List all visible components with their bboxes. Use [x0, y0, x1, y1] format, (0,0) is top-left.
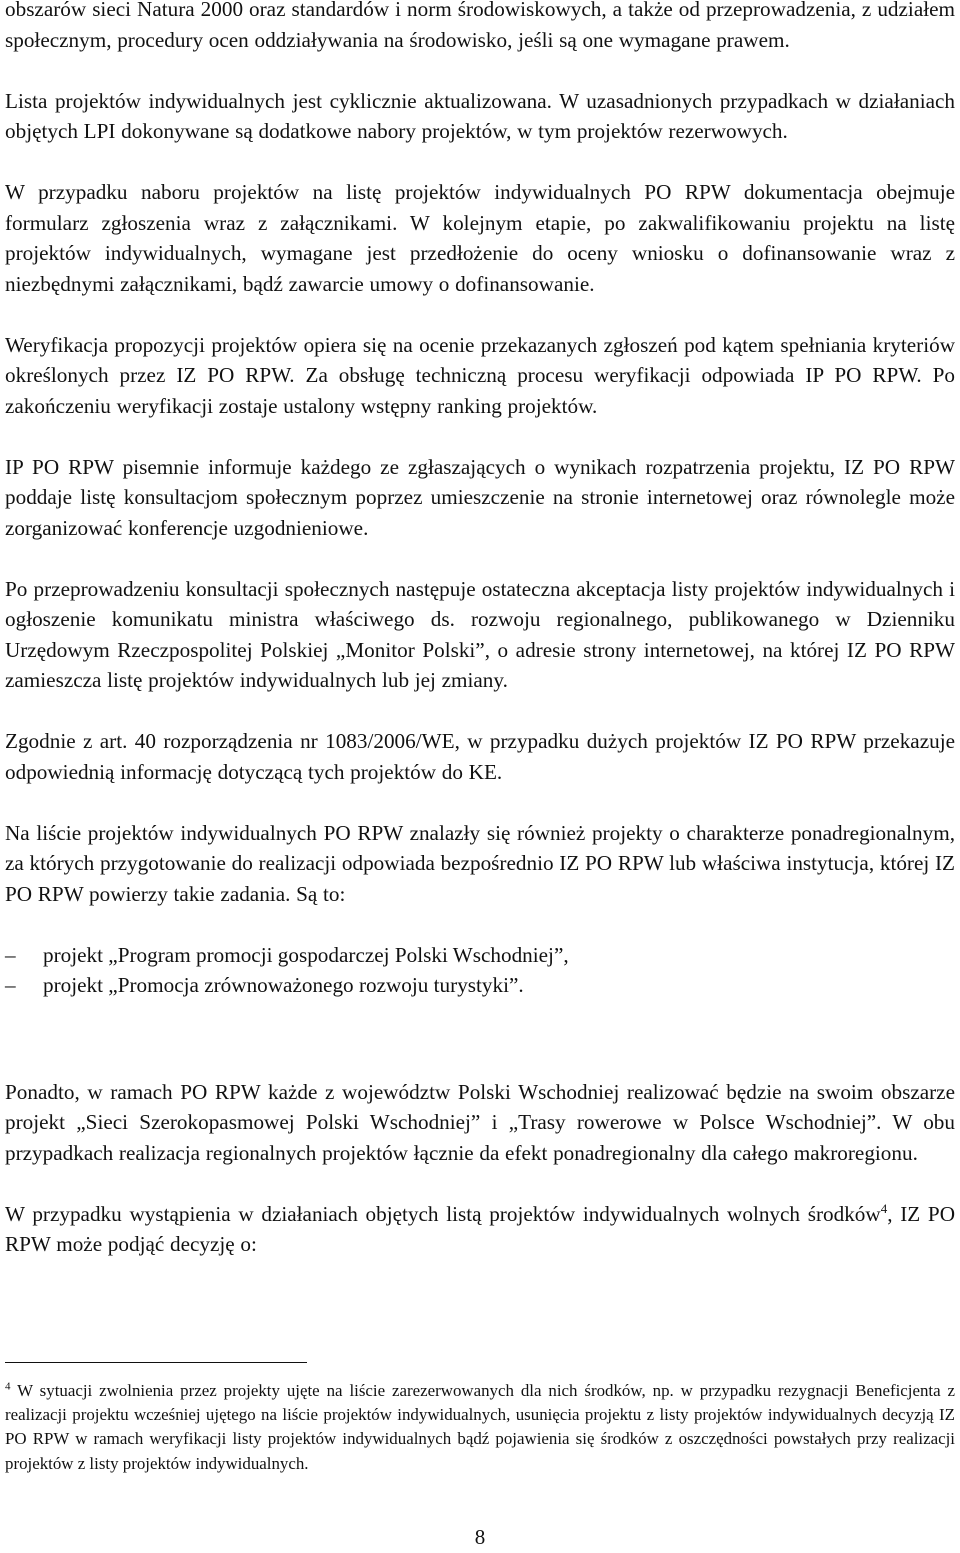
document-body [5, 0, 955, 1260]
paragraph-natura-2000: obszarów sieci Natura 2000 oraz standardów i norm środowiskowych, a także od przeprowadzenia, z udziałem społecznym, procedury ocen oddziaływania na środowisko, jeśli są one wymagane prawem. [5, 0, 955, 52]
paragraph-supraregional: Na liście projektów indywidualnych PO RPW znalazły się również projekty o charakterze ponadregionalnym, za których przygotowanie do realizacji odpowiada bezpośrednio IZ PO RPW lub właściwa instytucja, której IZ PO RPW powierzy takie zadania. Są to: [5, 820, 955, 906]
page-number: 8 [474, 1525, 486, 1549]
dash-bullet: – [5, 942, 16, 967]
footnote [5, 1379, 955, 1476]
list-item-text: projekt „Promocja zrównoważonego rozwoju turystyki”. [43, 973, 524, 997]
dash-bullet: – [5, 973, 16, 997]
free-funds-text-end: , IZ PO RPW może podjąć decyzję o: [5, 1201, 955, 1256]
list-item-text: projekt „Program promocji gospodarczej Polski Wschodniej”, [43, 942, 569, 967]
paragraph-consultation: Po przeprowadzeniu konsultacji społecznych następuje ostateczna akceptacja listy projektów indywidualnych i ogłoszenie komunikatu ministra właściwego ds. rozwoju regionalnego, publikowanego w Dzienniku Urzędowym Rzeczpospolitej Polskiej „Monitor Polski”, o adresie strony internetowej, na której IZ PO RPW zamieszcza listę projektów indywidualnych lub jej zmiany. [5, 576, 955, 692]
paragraph-notification: IP PO RPW pisemnie informuje każdego ze zgłaszających o wynikach rozpatrzenia projektu, IZ PO RPW poddaje listę konsultacjom społecznym poprzez umieszczenie na stronie internetowej oraz równolegle może zorganizować konferencje uzgodnieniowe. [5, 454, 955, 540]
paragraph-recruitment: W przypadku naboru projektów na listę projektów indywidualnych PO RPW dokumentacja obejmuje formularz zgłoszenia wraz z załącznikami. W kolejnym etapie, po zakwalifikowaniu projektu na listę projektów indywidualnych, wymagane jest przedłożenie do oceny wniosku o dofinansowanie wraz z niezbędnymi załącznikami, bądź zawarcie umowy o dofinansowanie. [5, 180, 955, 296]
footnote-separator [5, 1362, 307, 1363]
paragraph-broadband: Ponadto, w ramach PO RPW każde z województw Polski Wschodniej realizować będzie na swoim obszarze projekt „Sieci Szerokopasmowej Polski Wschodniej” i „Trasy rowerowe w Polsce Wschodniej”. W obu przypadkach realizacja regionalnych projektów łącznie da efekt ponadregionalny dla całego makroregionu. [5, 1079, 955, 1165]
paragraph-free-funds [5, 1199, 955, 1260]
footnote-reference[interactable]: 4 [880, 1200, 888, 1216]
paragraph-regulation: Zgodnie z art. 40 rozporządzenia nr 1083/2006/WE, w przypadku dużych projektów IZ PO RPW przekazuje odpowiednią informację dotyczącą tych projektów do KE. [5, 729, 955, 784]
paragraph-verification: Weryfikacja propozycji projektów opiera się na ocenie przekazanych zgłoszeń pod kątem spełniania kryteriów określonych przez IZ PO RPW. Za obsługę techniczną procesu weryfikacji odpowiada IP PO RPW. Po zakończeniu weryfikacji zostaje ustalony wstępny ranking projektów. [5, 332, 955, 418]
free-funds-text: W przypadku wystąpienia w działaniach objętych listą projektów indywidualnych wolnych środków [5, 1201, 881, 1226]
project-list [5, 940, 955, 1001]
list-item [5, 970, 955, 1001]
footnote-marker: 4 [5, 1380, 11, 1393]
paragraph-list-update: Lista projektów indywidualnych jest cyklicznie aktualizowana. W uzasadnionych przypadkach w działaniach objętych LPI dokonywane są dodatkowe nabory projektów, w tym projektów rezerwowych. [5, 88, 955, 143]
footnote-text: W sytuacji zwolnienia przez projekty ujęte na liście zarezerwowanych dla nich środków, np. w przypadku rezygnacji Beneficjenta z realizacji projektu wcześniej ujętego na liście projektów indywidualnych, usunięcia projektu z listy projektów indywidualnych decyzją IZ PO RPW w ramach weryfikacji listy projektów indywidualnych bądź pojawienia się środków z oszczędności powstałych przy realizacji projektów z listy projektów indywidualnych. [5, 1381, 955, 1473]
list-item [5, 940, 955, 971]
